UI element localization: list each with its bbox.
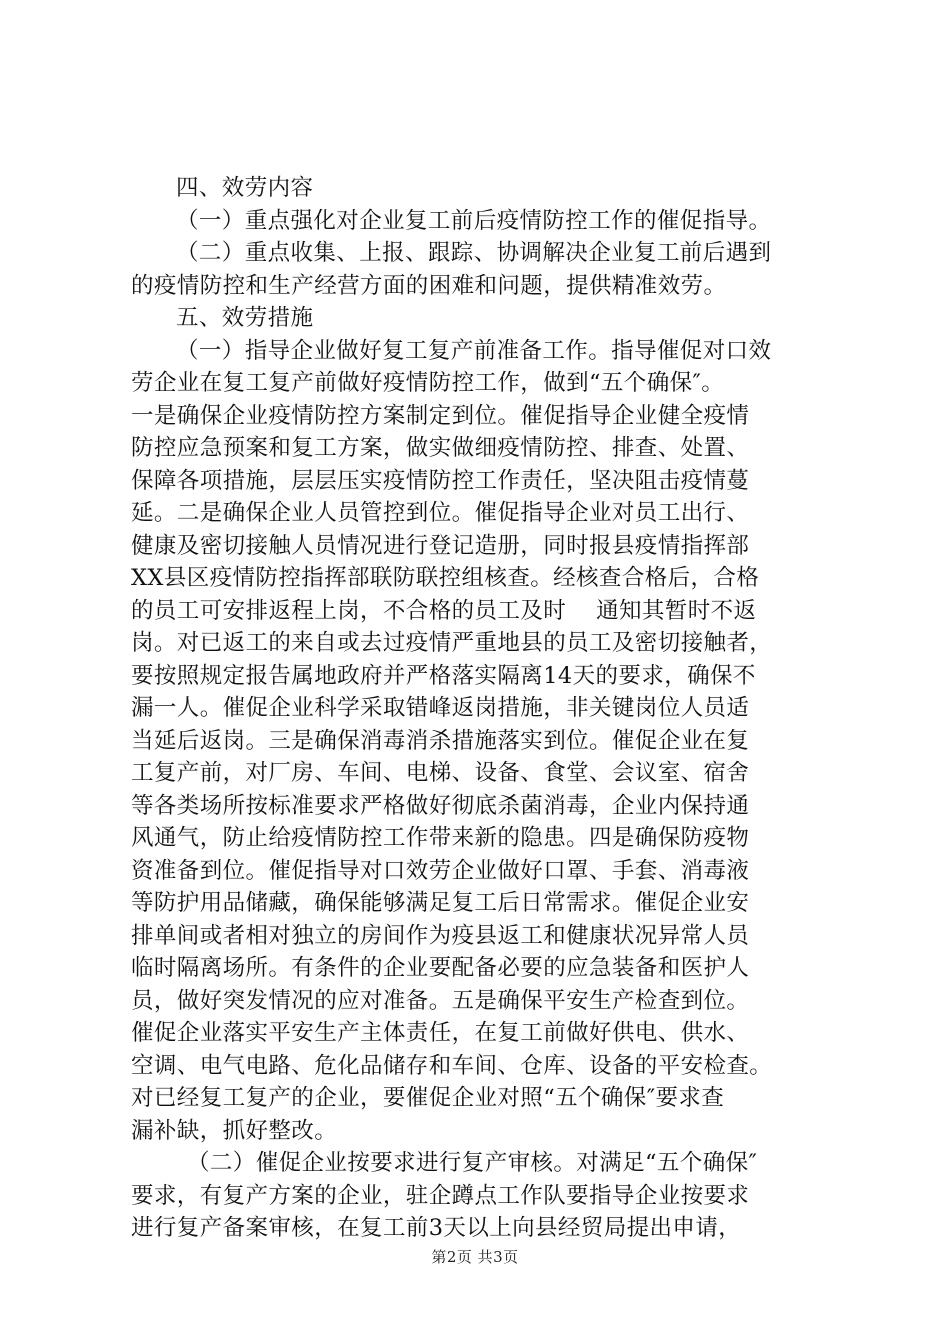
paragraph-line: （二）催促企业按要求进行复产审核。对满足“五个确保″ — [187, 1150, 758, 1176]
paragraph-line: 排单间或者相对独立的房间作为疫县返工和健康状况异常人员 — [131, 922, 750, 949]
paragraph-line: 等各类场所按标准要求严格做好彻底杀菌消毒，企业内保持通 — [131, 792, 750, 819]
section-heading: 四、效劳内容 — [176, 175, 314, 201]
paragraph-line: 员，做好突发情况的应对准备。五是确保平安生产检查到位。 — [131, 987, 750, 1014]
paragraph-line: 健康及密切接触人员情况进行登记造册，同时报县疫情指挥部 — [131, 532, 750, 559]
paragraph-line: 一是确保企业疫情防控方案制定到位。催促指导企业健全疫情 — [131, 402, 750, 429]
paragraph-line: 漏补缺，抓好整改。 — [131, 1117, 338, 1144]
paragraph-line: 催促企业落实平安生产主体责任，在复工前做好供电、供水、 — [131, 1020, 750, 1046]
paragraph-line: 对已经复工复产的企业，要催促企业对照“五个确保″要求查 — [131, 1085, 725, 1111]
paragraph-line: XX县区疫情防控指挥部联防联控组核查。经核查合格后，合格 — [131, 565, 760, 591]
paragraph-line: 保障各项措施，层层压实疫情防控工作责任，坚决阻击疫情蔓 — [131, 467, 750, 494]
page-footer: 第2页 共3页 — [431, 1248, 519, 1266]
paragraph-line: 资准备到位。催促指导对口效劳企业做好口罩、手套、消毒液 — [131, 857, 750, 884]
paragraph-line-split — [131, 595, 831, 628]
line-segment: 通知其暂时不返 — [596, 597, 757, 624]
paragraph-line: 空调、电气电路、危化品储存和车间、仓库、设备的平安检查。 — [131, 1052, 773, 1079]
paragraph-line: 风通气，防止给疫情防控工作带来新的隐患。四是确保防疫物 — [131, 825, 750, 851]
paragraph-line: （一）重点强化对企业复工前后疫情防控工作的催促指导。 — [176, 207, 772, 234]
section-heading: 五、效劳措施 — [176, 305, 314, 331]
line-segment: 的员工可安排返程上岗，不合格的员工及时 — [131, 597, 567, 624]
paragraph-line: 当延后返岗。三是确保消毒消杀措施落实到位。催促企业在复 — [131, 727, 750, 754]
paragraph-line: 工复产前，对厂房、车间、电梯、设备、食堂、会议室、宿舍 — [131, 760, 750, 786]
paragraph-line: （二）重点收集、上报、跟踪、协调解决企业复工前后遇到 — [176, 240, 772, 266]
paragraph-line: 漏一人。催促企业科学采取错峰返岗措施，非关键岗位人员适 — [131, 695, 750, 721]
paragraph-line: 的疫情防控和生产经营方面的困难和问题，提供精准效劳。 — [131, 272, 727, 299]
paragraph-line: （一）指导企业做好复工复产前准备工作。指导催促对口效 — [176, 337, 772, 364]
paragraph-line: 要求，有复产方案的企业，驻企蹲点工作队要指导企业按要求 — [131, 1182, 750, 1209]
paragraph-line: 要按照规定报告属地政府并严格落实隔离14天的要求，确保不 — [131, 662, 756, 689]
paragraph-line: 进行复产备案审核，在复工前3天以上向县经贸局提出申请， — [131, 1215, 742, 1241]
paragraph-line: 防控应急预案和复工方案，做实做细疫情防控、排查、处置、 — [131, 435, 750, 461]
paragraph-line: 延。二是确保企业人员管控到位。催促指导企业对员工出行、 — [131, 500, 750, 526]
paragraph-line: 岗。对已返工的来自或去过疫情严重地县的员工及密切接触者， — [131, 630, 773, 656]
paragraph-line: 临时隔离场所。有条件的企业要配备必要的应急装备和医护人 — [131, 955, 750, 981]
paragraph-line: 劳企业在复工复产前做好疫情防控工作，做到“五个确保″。 — [131, 370, 725, 396]
document-body — [131, 172, 831, 1245]
paragraph-line: 等防护用品储藏，确保能够满足复工后日常需求。催促企业安 — [131, 890, 750, 916]
